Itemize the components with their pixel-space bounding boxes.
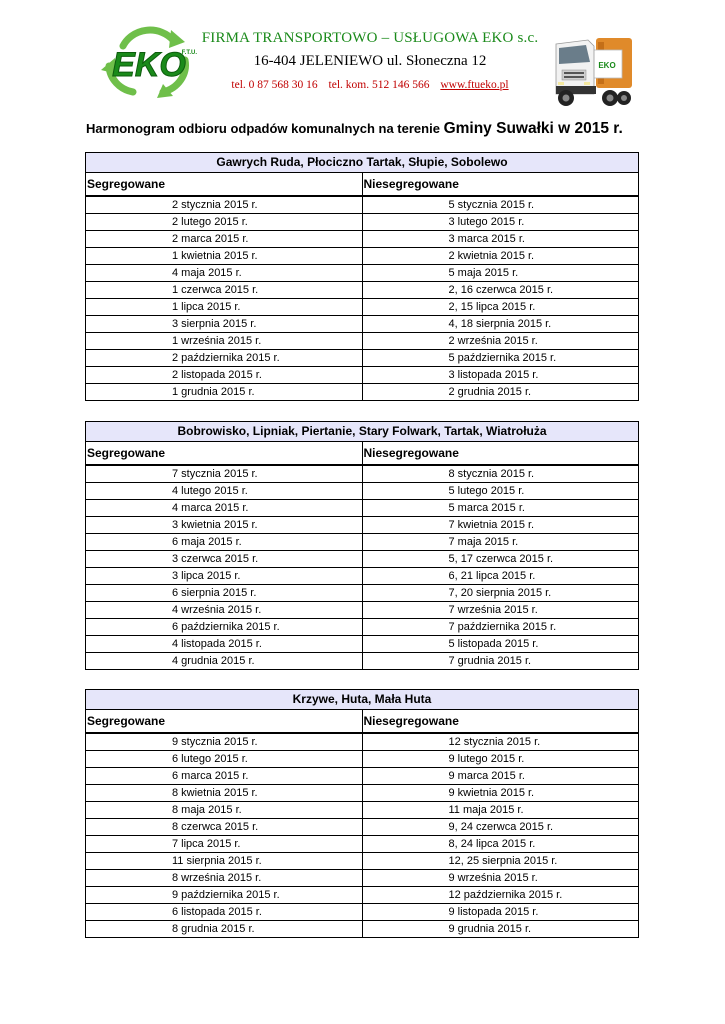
mixed-date: 3 listopada 2015 r. [362,367,639,384]
mixed-date: 5 stycznia 2015 r. [362,196,639,214]
column-header-segregated: Segregowane [86,173,363,197]
table-row [86,517,639,534]
mixed-date: 7 września 2015 r. [362,602,639,619]
table-row [86,465,639,483]
mixed-date: 2, 15 lipca 2015 r. [362,299,639,316]
segregated-date: 4 maja 2015 r. [86,265,363,282]
logo-text: EKO [112,46,186,84]
segregated-date: 6 listopada 2015 r. [86,904,363,921]
segregated-date: 4 listopada 2015 r. [86,636,363,653]
phone-number: tel. 0 87 568 30 16 [231,79,318,91]
table-row [86,333,639,350]
company-info [195,28,545,93]
table-row [86,384,639,401]
segregated-date: 1 czerwca 2015 r. [86,282,363,299]
table-heading: Bobrowisko, Lipniak, Piertanie, Stary Folwark, Tartak, Wiatrołuża [86,422,639,442]
segregated-date: 1 lipca 2015 r. [86,299,363,316]
table-row [86,768,639,785]
segregated-date: 2 listopada 2015 r. [86,367,363,384]
mixed-date: 11 maja 2015 r. [362,802,639,819]
truck-label: EKO [598,61,616,70]
table-row [86,619,639,636]
title-prefix: Harmonogram odbioru odpadów komunalnych na terenie [86,121,440,136]
mixed-date: 12 stycznia 2015 r. [362,733,639,751]
segregated-date: 8 grudnia 2015 r. [86,921,363,938]
segregated-date: 3 kwietnia 2015 r. [86,517,363,534]
table-row [86,636,639,653]
mixed-date: 2, 16 czerwca 2015 r. [362,282,639,299]
segregated-date: 8 czerwca 2015 r. [86,819,363,836]
table-row [86,819,639,836]
segregated-date: 6 marca 2015 r. [86,768,363,785]
table-row [86,568,639,585]
mixed-date: 9 grudnia 2015 r. [362,921,639,938]
segregated-date: 1 grudnia 2015 r. [86,384,363,401]
table-heading: Gawrych Ruda, Płociczno Tartak, Słupie, Sobolewo [86,153,639,173]
table-row [86,265,639,282]
schedule-table-1 [85,152,639,401]
logo-subtext: F.T.U. [181,50,197,56]
table-row [86,904,639,921]
table-row [86,534,639,551]
segregated-date: 3 czerwca 2015 r. [86,551,363,568]
mixed-date: 12, 25 sierpnia 2015 r. [362,853,639,870]
mixed-date: 2 grudnia 2015 r. [362,384,639,401]
mixed-date: 7 maja 2015 r. [362,534,639,551]
segregated-date: 9 października 2015 r. [86,887,363,904]
mixed-date: 5 maja 2015 r. [362,265,639,282]
table-row [86,299,639,316]
segregated-date: 7 lipca 2015 r. [86,836,363,853]
schedule-table-3 [85,689,639,938]
title-emphasis: Gminy Suwałki w 2015 r. [443,120,623,137]
segregated-date: 4 lutego 2015 r. [86,483,363,500]
segregated-date: 4 grudnia 2015 r. [86,653,363,670]
table-row [86,921,639,938]
table-row [86,551,639,568]
mixed-date: 9, 24 czerwca 2015 r. [362,819,639,836]
segregated-date: 3 lipca 2015 r. [86,568,363,585]
table-row [86,367,639,384]
segregated-date: 8 września 2015 r. [86,870,363,887]
document-title [86,120,646,138]
table-row [86,196,639,214]
segregated-date: 6 sierpnia 2015 r. [86,585,363,602]
mixed-date: 6, 21 lipca 2015 r. [362,568,639,585]
segregated-date: 1 września 2015 r. [86,333,363,350]
segregated-date: 2 marca 2015 r. [86,231,363,248]
table-row [86,733,639,751]
table-row [86,785,639,802]
mixed-date: 9 kwietnia 2015 r. [362,785,639,802]
table-row [86,231,639,248]
segregated-date: 6 maja 2015 r. [86,534,363,551]
table-heading: Krzywe, Huta, Mała Huta [86,690,639,710]
table-row [86,751,639,768]
garbage-truck-image [552,24,634,110]
table-row [86,350,639,367]
column-header-segregated: Segregowane [86,710,363,734]
segregated-date: 1 kwietnia 2015 r. [86,248,363,265]
table-row [86,483,639,500]
eko-logo [93,26,205,100]
table-row [86,500,639,517]
mixed-date: 7 kwietnia 2015 r. [362,517,639,534]
table-row [86,836,639,853]
column-header-mixed: Niesegregowane [362,710,639,734]
mixed-date: 9 listopada 2015 r. [362,904,639,921]
segregated-date: 4 września 2015 r. [86,602,363,619]
company-contact [195,77,545,93]
mixed-date: 4, 18 sierpnia 2015 r. [362,316,639,333]
mixed-date: 5 października 2015 r. [362,350,639,367]
mixed-date: 5 marca 2015 r. [362,500,639,517]
company-address: 16-404 JELENIEWO ul. Słoneczna 12 [253,53,487,69]
table-row [86,282,639,299]
mixed-date: 12 października 2015 r. [362,887,639,904]
table-row [86,870,639,887]
column-header-mixed: Niesegregowane [362,173,639,197]
segregated-date: 2 października 2015 r. [86,350,363,367]
table-row [86,214,639,231]
segregated-date: 9 stycznia 2015 r. [86,733,363,751]
letterhead [85,22,635,114]
mixed-date: 9 marca 2015 r. [362,768,639,785]
mixed-date: 3 marca 2015 r. [362,231,639,248]
segregated-date: 8 maja 2015 r. [86,802,363,819]
mobile-number: tel. kom. 512 146 566 [328,79,430,91]
table-row [86,802,639,819]
mixed-date: 2 września 2015 r. [362,333,639,350]
mixed-date: 7 grudnia 2015 r. [362,653,639,670]
segregated-date: 6 października 2015 r. [86,619,363,636]
table-row [86,248,639,265]
website-link[interactable]: www.ftueko.pl [440,79,509,91]
column-header-mixed: Niesegregowane [362,442,639,466]
segregated-date: 11 sierpnia 2015 r. [86,853,363,870]
table-row [86,585,639,602]
schedule-table-2 [85,421,639,670]
mixed-date: 3 lutego 2015 r. [362,214,639,231]
mixed-date: 7, 20 sierpnia 2015 r. [362,585,639,602]
mixed-date: 2 kwietnia 2015 r. [362,248,639,265]
mixed-date: 5 listopada 2015 r. [362,636,639,653]
table-row [86,887,639,904]
table-row [86,316,639,333]
company-name: FIRMA TRANSPORTOWO – USŁUGOWA EKO s.c. [201,30,539,46]
mixed-date: 5, 17 czerwca 2015 r. [362,551,639,568]
segregated-date: 2 stycznia 2015 r. [86,196,363,214]
segregated-date: 4 marca 2015 r. [86,500,363,517]
table-row [86,653,639,670]
mixed-date: 9 lutego 2015 r. [362,751,639,768]
table-row [86,602,639,619]
mixed-date: 5 lutego 2015 r. [362,483,639,500]
segregated-date: 8 kwietnia 2015 r. [86,785,363,802]
recycle-logo-icon [93,26,205,100]
segregated-date: 7 stycznia 2015 r. [86,465,363,483]
column-header-segregated: Segregowane [86,442,363,466]
garbage-truck-icon [552,24,634,110]
mixed-date: 7 października 2015 r. [362,619,639,636]
segregated-date: 6 lutego 2015 r. [86,751,363,768]
segregated-date: 2 lutego 2015 r. [86,214,363,231]
segregated-date: 3 sierpnia 2015 r. [86,316,363,333]
mixed-date: 9 września 2015 r. [362,870,639,887]
table-row [86,853,639,870]
mixed-date: 8 stycznia 2015 r. [362,465,639,483]
mixed-date: 8, 24 lipca 2015 r. [362,836,639,853]
